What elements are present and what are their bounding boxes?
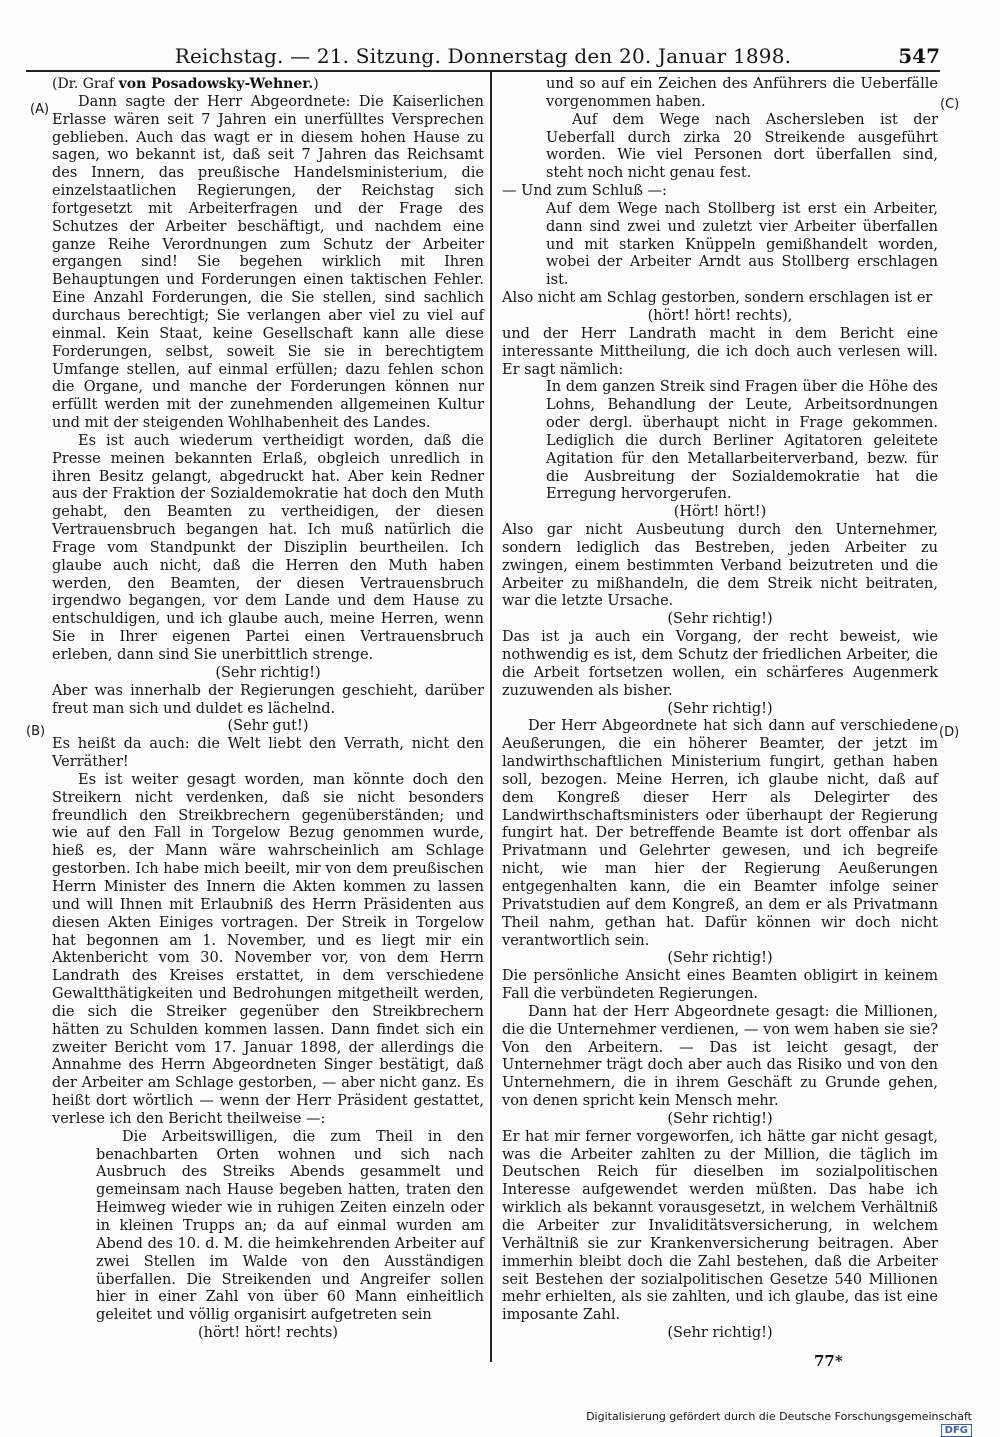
- paragraph: — Und zum Schluß —:: [502, 183, 667, 200]
- interjection: (Sehr richtig!): [667, 611, 773, 628]
- quoted-paragraph: In dem ganzen Streik sind Fragen über die Höhe des Lohns, Behandlung der Leute, Arbeitsordnungen oder dergl. überhaupt nicht in Frage gekommen. Lediglich die durch Berliner Agitatoren geleitete Agitation für den Metallarbeiterverband, bezw. für die Ausbreitung der Sozialdemokratie hat die Erregung hervorgerufen.: [546, 379, 938, 503]
- interjection: (Sehr richtig!): [215, 664, 321, 681]
- running-title: Reichstag. — 21. Sitzung. Donnerstag den 20. Januar 1898.: [174, 44, 792, 68]
- header-rule: [26, 70, 940, 72]
- page-header: [26, 44, 940, 68]
- footer-text: Digitalisierung gefördert durch die Deutsche Forschungsgemeinschaft: [586, 1410, 972, 1423]
- sheet-signature: 77*: [814, 1352, 843, 1370]
- paragraph: Er hat mir ferner vorgeworfen, ich hätte gar nicht gesagt, was die Arbeiter zahlten zu der Million, die täglich im Deutschen Reich für dieselben im sozialpolitischen Interesse aufgewendet werden müßten. Das habe ich wirklich als bekannt vorausgesetzt, in welchem Verhältniß die Arbeiter zur Invaliditätsversicherung, in welchem Verhältniß sie zur Krankenversicherung beitragen. Aber immerhin bleibt doch die Zahl bestehen, daß die Arbeiter seit Bestehen der sozialpolitischen Gesetze 540 Millionen mehr erhielten, als sie zahlten, und ich glaube, das ist eine imposante Zahl.: [502, 1128, 938, 1324]
- quoted-paragraph: und so auf ein Zeichen des Anführers die Ueberfälle vorgenommen haben.: [546, 76, 938, 110]
- interjection: (Sehr richtig!): [667, 1325, 773, 1342]
- paragraph: Aber was innerhalb der Regierungen geschieht, darüber freut man sich und duldet es lächelnd.: [52, 682, 484, 717]
- paragraph: Es ist auch wiederum vertheidigt worden, daß die Presse meinen bekannten Erlaß, obgleich unredlich in ihren Besitz gelangt, abgedruckt hat. Aber kein Redner aus der Fraktion der Sozialdemokratie hat doch den Muth gehabt, den Beamten zu vertheidigen, der diesen Vertrauensbruch begangen hat. Ich muß natürlich die Frage vom Standpunkt der Disziplin beurtheilen. Ich glaube auch nicht, daß die Herren den Muth haben werden, den Beamten, der diesen Vertrauensbruch irgendwo begangen, vor dem Lande und dem Hause zu entschuldigen, und ich glaube auch, meine Herren, wenn Sie in Ihrer eigenen Partei einen Vertrauensbruch erleben, dann sind Sie unerbittlich strenge.: [52, 432, 484, 663]
- quoted-paragraph: Auf dem Wege nach Aschersleben ist der Ueberfall durch zirka 20 Streikende ausgeführt worden. Wie viel Personen dort überfallen sind, steht noch nicht genau fest.: [546, 111, 938, 182]
- paragraph: Die persönliche Ansicht eines Beamten obligirt in keinem Fall die verbündeten Regierungen.: [502, 968, 938, 1003]
- speaker-name: von Posadowsky-Wehner.: [118, 76, 314, 92]
- page-number: 547: [898, 44, 940, 68]
- digitization-footer: [560, 1410, 972, 1437]
- paragraph: Das ist ja auch ein Vorgang, der recht beweist, wie nothwendig es ist, dem Schutz der friedlichen Arbeiter, die die Arbeit fortsetzen wollen, ein schärferes Augenmerk zuzuwenden als bisher.: [502, 629, 938, 699]
- interjection: (Hört! hört!): [673, 504, 767, 521]
- interjection: (Sehr richtig!): [667, 1110, 773, 1127]
- interjection: (Sehr richtig!): [667, 950, 773, 967]
- quoted-paragraph: Die Arbeitswilligen, die zum Theil in den benachbarten Orten wohnen und sich nach Ausbruch des Streiks Abends gesammelt und gemeinsam nach Hause begeben hatten, traten den Heimweg wieder wie in ruhigen Zeiten einzeln oder in kleinen Trupps an; da auf einmal wurden am Abend des 10. d. M. die heimkehrenden Arbeiter auf zwei Stellen im Walde von den Ausständigen überfallen. Die Streikenden und Angreifer sollen hier in einer Zahl von über 60 Mann einheitlich geleitet und völlig organisirt aufgetreten sein: [96, 1128, 484, 1324]
- margin-marker-a: (A): [30, 102, 50, 117]
- paragraph: Es heißt da auch: die Welt liebt den Verrath, nicht den Verräther!: [52, 736, 484, 771]
- speaker-prefix: (Dr. Graf: [52, 76, 119, 92]
- paragraph: und der Herr Landrath macht in dem Bericht eine interessante Mittheilung, die ich doch auch verlesen will. Er sagt nämlich:: [502, 325, 938, 378]
- speaker-attribution: [52, 76, 484, 94]
- quoted-paragraph: Auf dem Wege nach Stollberg ist erst ein Arbeiter, dann sind zwei und zuletzt vier Arbeiter überfallen und mit starken Knüppeln gemißhandelt worden, wobei der Arbeiter Arndt aus Stollberg erschlagen ist.: [546, 200, 938, 289]
- paragraph: Dann hat der Herr Abgeordnete gesagt: die Millionen, die die Unternehmer verdienen, — von wem haben sie sie? Von den Arbeitern. — Das ist leicht gesagt, der Unternehmer trägt doch aber auch das Risiko und von den Unternehmern, die in ihrem Geschäft zu Grunde gehen, von denen spricht kein Mensch mehr.: [502, 1003, 938, 1110]
- margin-marker-d: (D): [939, 725, 960, 740]
- paragraph: Der Herr Abgeordnete hat sich dann auf verschiedene Aeußerungen, die ein höherer Beamter, der jetzt im landwirthschaftlichen Ministerium fungirt, gethan haben soll, bezogen. Meine Herren, ich glaube nicht, daß auf dem Kongreß dieser Herr als Delegirter des Landwirthschaftsministers oder überhaupt der Regierung fungirt hat. Der betreffende Beamte ist dort offenbar als Privatmann und Gelehrter gewesen, und ich begreife nicht, wie man hier der Regierung Aeußerungen entgegenhalten kann, die ein Beamter infolge seiner Privatstudien auf dem Kongreß, an dem er als Privatmann Theil nahm, gethan hat. Dafür können wir doch nicht verantwortlich sein.: [502, 718, 938, 949]
- margin-marker-c: (C): [940, 97, 960, 112]
- paragraph: Dann sagte der Herr Abgeordnete: Die Kaiserlichen Erlasse wären seit 7 Jahren ein unerfülltes Versprechen geblieben. Auch das wagt er in diesem hohen Hause zu sagen, wo bekannt ist, daß seit 7 Jahren das Reichsamt des Innern, das preußische Handelsministerium, die einzelstaatlichen Regierungen, der Reichstag sich fortgesetzt mit Arbeiterfragen und der Frage des Schutzes der Arbeiter beschäftigt, und nachdem eine ganze Reihe Verordnungen zum Schutz der Arbeiter ergangen sind! Sie begehen wirklich mit Ihren Behauptungen und Forderungen einen taktischen Fehler. Eine Anzahl Forderungen, die Sie stellen, sind sachlich durchaus berechtigt; Sie verlangen aber viel zu viel auf einmal. Kein Staat, keine Gesellschaft kann alle diese Forderungen, selbst, soweit Sie sie in berechtigtem Umfange stellen, auf einmal erfüllen; dazu fehlen schon die Organe, und manche der Forderungen können nur erfüllt werden mit der zunehmenden allgemeinen Kultur und mit der steigenden Wohlhabenheit des Landes.: [52, 93, 484, 432]
- paragraph: Also nicht am Schlag gestorben, sondern erschlagen ist er: [502, 290, 933, 307]
- interjection: (Sehr gut!): [227, 718, 309, 735]
- column-divider: [490, 72, 492, 1362]
- right-column: [502, 76, 938, 1343]
- interjection: (Sehr richtig!): [667, 700, 773, 717]
- interjection: (hört! hört! rechts),: [647, 307, 793, 324]
- dfg-logo: DFG: [941, 1424, 972, 1437]
- left-column: [52, 76, 484, 1343]
- paragraph: Also gar nicht Ausbeutung durch den Unternehmer, sondern lediglich das Bestreben, jeden Arbeiter zu zwingen, einem bestimmten Verband beizutreten und die Arbeiter zu mißhandeln, die dem Streik nicht beitraten, war die letzte Ursache.: [502, 522, 938, 610]
- interjection: (hört! hört! rechts): [197, 1325, 339, 1342]
- speaker-suffix: ): [313, 76, 319, 92]
- margin-marker-b: (B): [26, 724, 46, 739]
- paragraph: Es ist weiter gesagt worden, man könnte doch den Streikern nicht verdenken, daß sie nicht besonders freundlich den Streikbrechern gegenüberständen; und wie auf den Fall in Torgelow Bezug genommen wurde, hieß es, der Mann wäre wahrscheinlich am Schlage gestorben. Ich habe mich beeilt, mir von dem preußischen Herrn Minister des Innern die Akten kommen zu lassen und will Ihnen mit Erlaubniß des Herrn Präsidenten aus diesen Akten Einiges vortragen. Der Streik in Torgelow hat begonnen am 1. November, und es liegt mir ein Aktenbericht vom 30. November vor, von dem Herrn Landrath des Kreises erstattet, in dem verschiedene Gewaltthätigkeiten und Bedrohungen mitgetheilt werden, die sich die Streiker gegenüber den Streikbrechern hätten zu Schulden kommen lassen. Dann findet sich ein zweiter Bericht vom 17. Januar 1898, der allerdings die Annahme des Herrn Abgeordneten Singer bestätigt, daß der Arbeiter am Schlage gestorben, — aber nicht ganz. Es heißt dort wörtlich — wenn der Herr Präsident gestattet, verlese ich den Bericht theilweise —:: [52, 771, 484, 1127]
